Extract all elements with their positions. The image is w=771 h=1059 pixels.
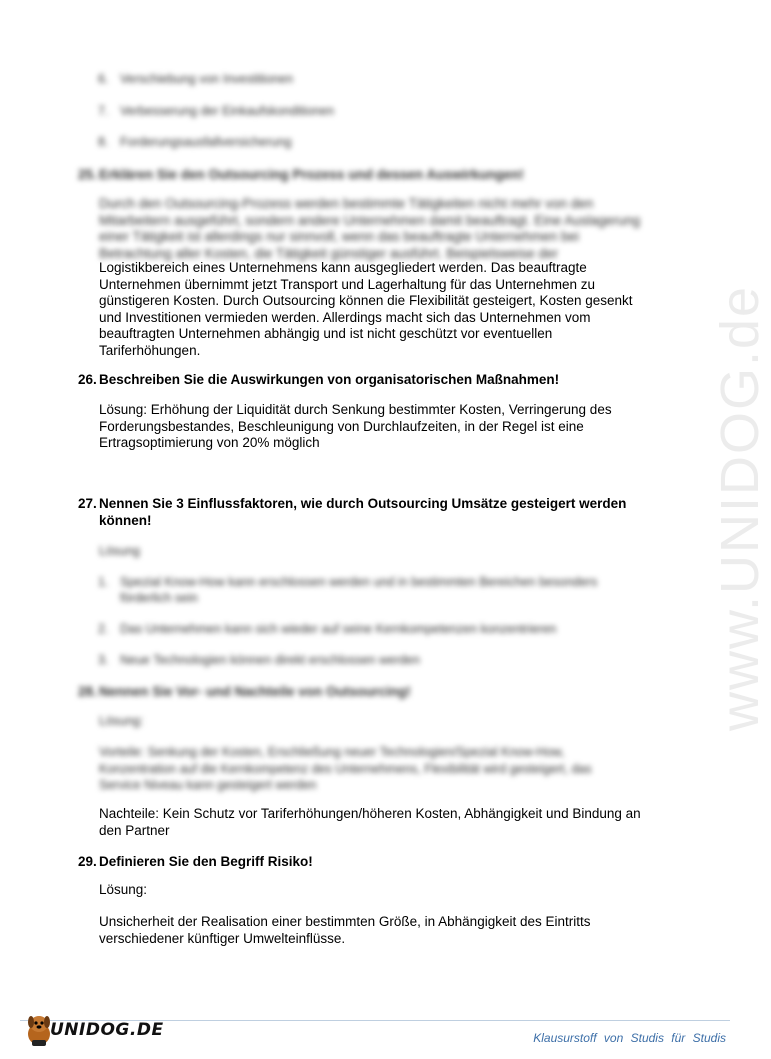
list-item: 1. Spezial Know-How kann erschlossen werden und in bestimmten Bereichen besonders förderlich sein <box>98 575 598 605</box>
unidog-logo <box>24 1012 164 1050</box>
logo-text: UNIDOG.DE <box>50 1020 164 1040</box>
q29-loesung-label: Lösung: <box>99 882 148 897</box>
question-28-heading: 28. Nennen Sie Vor- und Nachteile von Outsourcing! <box>78 684 411 699</box>
q29-answer-paragraph: Unsicherheit der Realisation einer bestimmten Größe, in Abhängigkeit des Eintritts verschiedener künftiger Umwelteinflüsse. <box>99 914 591 946</box>
list-item: 2. Das Unternehmen kann sich wieder auf seine Kernkompetenzen konzentrieren <box>98 622 557 636</box>
q28-nachteile-paragraph: Nachteile: Kein Schutz vor Tariferhöhungen/höheren Kosten, Abhängigkeit und Bindung an den Partner <box>99 806 641 838</box>
q26-answer-paragraph: Lösung: Erhöhung der Liquidität durch Senkung bestimmter Kosten, Verringerung des Forderungsbestandes, Beschleunigung von Durchlaufzeiten, in der Regel ist eine Ertragsoptimierung von 20% möglich <box>99 402 612 450</box>
list-item: 3. Neue Technologien können direkt erschlossen werden <box>98 653 420 667</box>
question-29-heading: 29. Definieren Sie den Begriff Risiko! <box>78 854 313 869</box>
list-item: 8. Forderungsausfallversicherung <box>98 135 292 149</box>
q28-vorteile-paragraph: Vorteile: Senkung der Kosten, Erschließung neuer Technologien/Spezial Know-How, Konzentration auf die Kernkompetenz des Unternehmens, Flexibilität wird gesteigert, das Service Niveau kann gesteigert werden <box>99 745 592 792</box>
q25-answer-paragraph: Logistikbereich eines Unternehmens kann ausgegliedert werden. Das beauftragte Unternehmen übernimmt jetzt Transport und Lagerhaltung für das Unternehmen zu günstigeren Kosten. Durch Outsourcing können die Flexibilität gesteigert, Kosten gesenkt und Investitionen vermieden werden. Allerdings macht sich das Unternehmen vom beauftragten Unternehmen abhängig und ist nicht geschützt vor eventuellen Tariferhöhungen. <box>99 260 633 358</box>
list-item: 6. Verschiebung von Investitionen <box>98 72 294 86</box>
question-26-heading: 26. Beschreiben Sie die Auswirkungen von organisatorischen Maßnahmen! <box>78 372 560 387</box>
q27-loesung-label: Lösung <box>99 544 141 558</box>
question-25-heading: 25. Erklären Sie den Outsourcing Prozess und dessen Auswirkungen! <box>78 167 524 182</box>
watermark-text: www.UNIDOG.de <box>710 284 770 731</box>
footer-tagline: Klausurstoff von Studis für Studis <box>533 1031 726 1045</box>
question-27-heading: 27. Nennen Sie 3 Einflussfaktoren, wie durch Outsourcing Umsätze gesteigert werden können! <box>78 496 627 528</box>
q25-blurred-paragraph: Durch den Outsourcing-Prozess werden bestimmte Tätigkeiten nicht mehr von den Mitarbeitern ausgeführt, sondern andere Unternehmen damit beauftragt. Eine Auslagerung einer Tätigkeit ist allerdings nur sinnvoll, wenn das beauftragte Unternehmen bei Betrachtung aller Kosten, die Tätigkeit günstiger ausführt. Beispielsweise der <box>99 196 641 261</box>
list-item: 7. Verbesserung der Einkaufskonditionen <box>98 104 335 118</box>
q28-loesung-label: Lösung: <box>99 714 144 728</box>
